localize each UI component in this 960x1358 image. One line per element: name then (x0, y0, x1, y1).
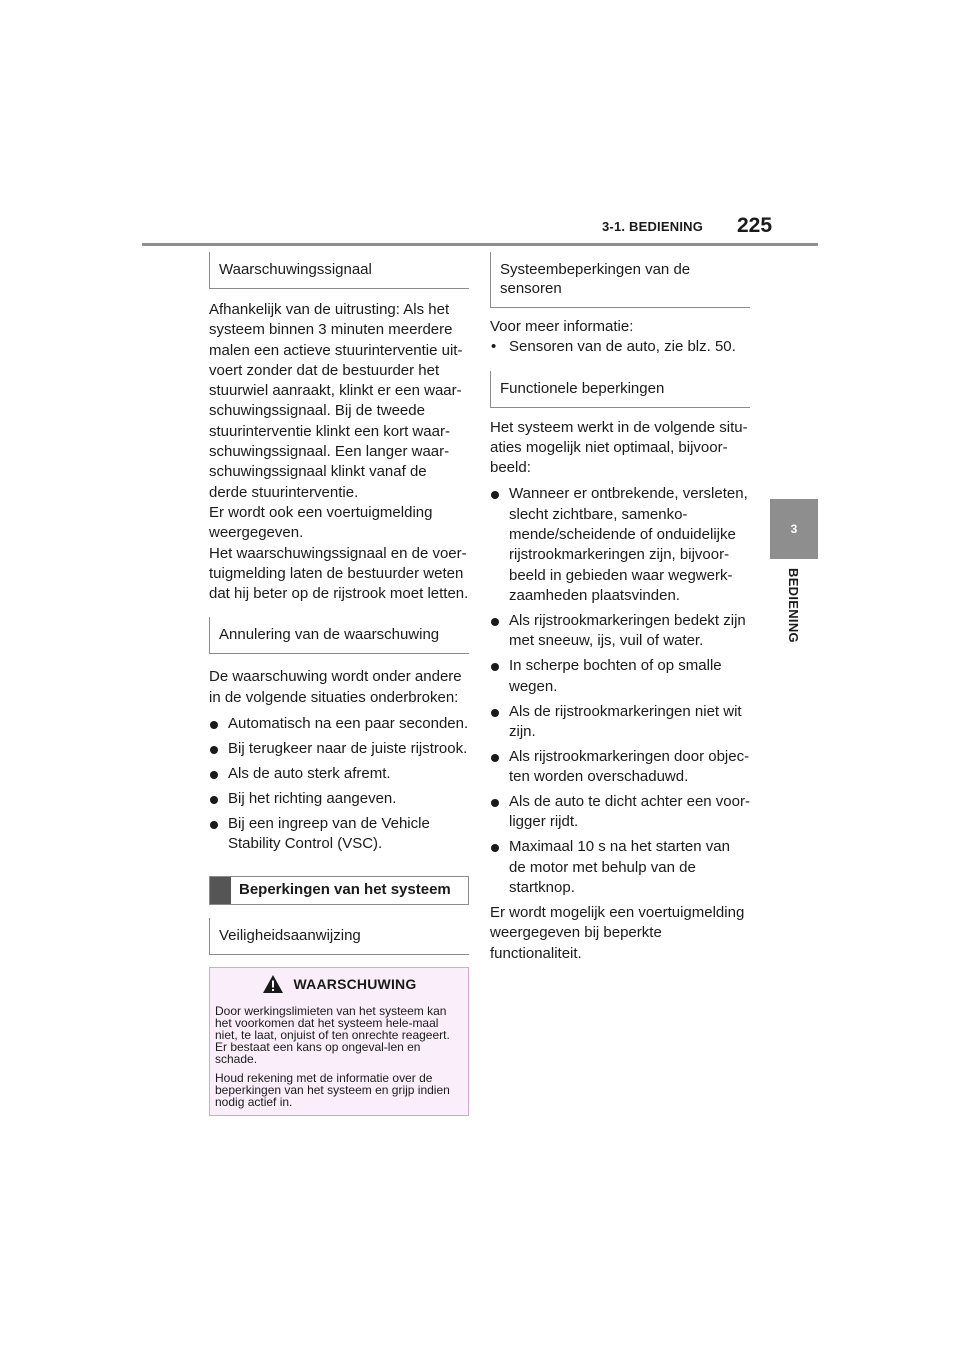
signal-paragraph: Er wordt ook een voertuigmelding weergegeven. (209, 503, 433, 542)
list-item: Bij een ingreep van de Vehicle Stability Control (VSC). (209, 814, 469, 855)
warning-title: WAARSCHUWING (293, 975, 417, 992)
list-item: Wanneer er ontbrekende, versleten, slecht zichtbare, samenko-mende/scheidende of onduidelijke rijstrookmarkeringen zijn, bijvoor-beeld in gebieden waar wegwerk-zaamheden plaatsvinden. (490, 484, 750, 606)
section-bar-marker (210, 877, 231, 904)
list-item: In scherpe bochten of op smalle wegen. (490, 656, 750, 697)
chapter-label: BEDIENING (786, 568, 801, 643)
heading-cancel-warning: Annulering van de waarschuwing (209, 617, 469, 654)
functional-list (490, 484, 750, 898)
signal-paragraph: Het waarschuwingssignaal en de voer-tuigmelding laten de bestuurder weten dat hij beter op de rijstrook moet letten. (209, 544, 469, 603)
page-number: 225 (737, 214, 773, 237)
sensors-intro: Voor meer informatie: (490, 318, 634, 335)
cancel-list (209, 714, 469, 855)
section-bar-title: Beperkingen van het systeem (239, 880, 451, 898)
signal-paragraph: Afhankelijk van de uitrusting: Als het systeem binnen 3 minuten meerdere malen een actieve stuurinterventie uit-voert zonder dat de bestuurder het stuurwiel aanraakt, klinkt er een waar-schuwingssignaal. Bij de tweede stuurinterventie klinkt een kort waar-schuwingssignaal. Een langer waar-schuwingssignaal klinkt vanaf de derde stuurinterventie. (209, 301, 463, 501)
heading-sensor-limits: Systeembeperkingen van de sensoren (490, 252, 750, 308)
functional-outro: Er wordt mogelijk een voertuigmelding weergegeven bij beperkte functionaliteit. (490, 903, 745, 962)
warning-triangle-icon (262, 974, 284, 994)
chapter-tab: 3 (770, 499, 818, 559)
warning-text: Houd rekening met de informatie over de beperkingen van het systeem en grijp indien nodig actief in. (215, 1070, 450, 1109)
list-item: Als de auto te dicht achter een voor-ligger rijdt. (490, 792, 750, 833)
list-item: Bij het richting aangeven. (209, 789, 469, 809)
list-item: Als de auto sterk afremt. (209, 764, 469, 784)
cancel-intro: De waarschuwing wordt onder andere in de volgende situaties onderbroken: (209, 668, 462, 706)
right-column (490, 252, 750, 964)
warning-text: Door werkingslimieten van het systeem kan het voorkomen dat het systeem hele-maal niet, te laat, onjuist of ten onrechte reageert. Er bestaat een kans op ongeval-len en schade. (215, 1003, 450, 1067)
functional-intro: Het systeem werkt in de volgende situ-aties mogelijk niet optimaal, bijvoor-beeld: (490, 418, 748, 477)
warning-box (209, 967, 469, 1117)
header-divider (142, 243, 818, 246)
list-item: Als rijstrookmarkeringen door objec-ten worden overschaduwd. (490, 747, 750, 788)
heading-safety: Veiligheidsaanwijzing (209, 918, 469, 955)
sensors-list (490, 337, 750, 357)
warning-header (215, 973, 463, 995)
section-title: 3-1. BEDIENING (602, 219, 704, 234)
heading-functional-limits: Functionele beperkingen (490, 371, 750, 408)
list-item: • Sensoren van de auto, zie blz. 50. (490, 337, 750, 357)
list-item: Maximaal 10 s na het starten van de motor met behulp van de startknop. (490, 837, 750, 898)
list-item: Automatisch na een paar seconden. (209, 714, 469, 734)
list-item: Bij terugkeer naar de juiste rijstrook. (209, 739, 469, 759)
left-column (209, 252, 469, 1116)
heading-warning-signal: Waarschuwingssignaal (209, 252, 469, 289)
section-bar-limitations (209, 876, 469, 905)
list-item: Als rijstrookmarkeringen bedekt zijn met sneeuw, ijs, vuil of water. (490, 611, 750, 652)
list-item: Als de rijstrookmarkeringen niet wit zijn. (490, 702, 750, 743)
